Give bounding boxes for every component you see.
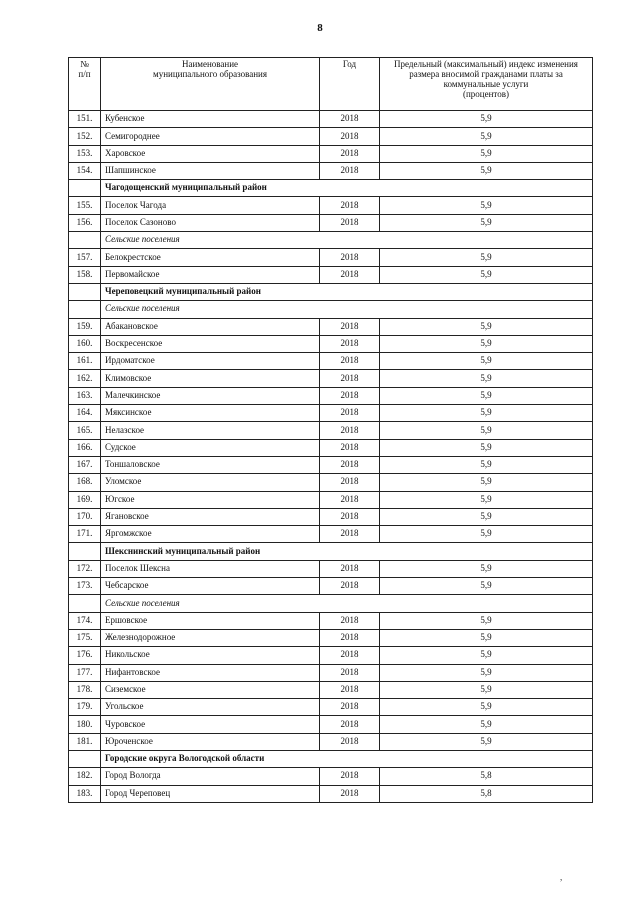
cell-year: 2018 xyxy=(320,491,380,508)
cell-index: 5,9 xyxy=(380,716,593,733)
cell-num: 178. xyxy=(69,681,101,698)
cell-num: 166. xyxy=(69,439,101,456)
cell-num: 182. xyxy=(69,768,101,785)
district-heading: Чагодощенский муниципальный район xyxy=(101,180,593,197)
cell-name: Югское xyxy=(101,491,320,508)
cell-year: 2018 xyxy=(320,733,380,750)
cell-year: 2018 xyxy=(320,370,380,387)
cell-num: 170. xyxy=(69,508,101,525)
cell-name: Тоншаловское xyxy=(101,456,320,473)
table-row xyxy=(69,456,593,473)
cell-num: 164. xyxy=(69,405,101,422)
cell-index: 5,9 xyxy=(380,560,593,577)
cell-index: 5,9 xyxy=(380,578,593,595)
cell-num: 171. xyxy=(69,526,101,543)
table-row xyxy=(69,370,593,387)
cell-num: 180. xyxy=(69,716,101,733)
cell-index: 5,9 xyxy=(380,508,593,525)
table-row xyxy=(69,578,593,595)
cell-num: 155. xyxy=(69,197,101,214)
subgroup-heading: Сельские поселения xyxy=(101,595,593,612)
cell-num: 167. xyxy=(69,456,101,473)
cell-num: 151. xyxy=(69,111,101,128)
cell-num: 172. xyxy=(69,560,101,577)
cell-num: 152. xyxy=(69,128,101,145)
cell-num: 181. xyxy=(69,733,101,750)
cell-name: Мяксинское xyxy=(101,405,320,422)
cell-name: Ершовское xyxy=(101,612,320,629)
district-heading-row xyxy=(69,750,593,767)
table-row xyxy=(69,716,593,733)
cell-num xyxy=(69,180,101,197)
table-row xyxy=(69,111,593,128)
cell-index: 5,8 xyxy=(380,768,593,785)
cell-year: 2018 xyxy=(320,578,380,595)
cell-name: Воскресенское xyxy=(101,335,320,352)
cell-name: Чуровское xyxy=(101,716,320,733)
table-row xyxy=(69,439,593,456)
cell-name: Поселок Шексна xyxy=(101,560,320,577)
district-heading: Городские округа Вологодской области xyxy=(101,750,593,767)
cell-num: 174. xyxy=(69,612,101,629)
cell-year: 2018 xyxy=(320,353,380,370)
cell-index: 5,9 xyxy=(380,612,593,629)
cell-name: Семигороднее xyxy=(101,128,320,145)
cell-year: 2018 xyxy=(320,318,380,335)
header-name xyxy=(101,58,320,111)
cell-year: 2018 xyxy=(320,456,380,473)
cell-index: 5,9 xyxy=(380,647,593,664)
cell-index: 5,9 xyxy=(380,266,593,283)
cell-num: 162. xyxy=(69,370,101,387)
cell-name: Белокрестское xyxy=(101,249,320,266)
cell-name: Чебсарское xyxy=(101,578,320,595)
cell-year: 2018 xyxy=(320,474,380,491)
cell-index: 5,9 xyxy=(380,456,593,473)
cell-index: 5,9 xyxy=(380,353,593,370)
cell-num: 176. xyxy=(69,647,101,664)
cell-name: Шапшинское xyxy=(101,162,320,179)
district-heading-row xyxy=(69,180,593,197)
cell-index: 5,9 xyxy=(380,249,593,266)
cell-num: 168. xyxy=(69,474,101,491)
cell-year: 2018 xyxy=(320,162,380,179)
cell-num: 183. xyxy=(69,785,101,802)
page-number: 8 xyxy=(317,22,323,34)
cell-name: Поселок Сазоново xyxy=(101,214,320,231)
table-row xyxy=(69,474,593,491)
subgroup-heading: Сельские поселения xyxy=(101,301,593,318)
table-row xyxy=(69,249,593,266)
cell-num xyxy=(69,232,101,249)
cell-num xyxy=(69,595,101,612)
table-row xyxy=(69,629,593,646)
table-row xyxy=(69,699,593,716)
table-row xyxy=(69,353,593,370)
district-heading: Шекснинский муниципальный район xyxy=(101,543,593,560)
cell-year: 2018 xyxy=(320,128,380,145)
cell-index: 5,9 xyxy=(380,699,593,716)
table-row xyxy=(69,733,593,750)
cell-year: 2018 xyxy=(320,508,380,525)
subgroup-heading-row xyxy=(69,232,593,249)
cell-num: 175. xyxy=(69,629,101,646)
cell-name: Юроченское xyxy=(101,733,320,750)
cell-year: 2018 xyxy=(320,768,380,785)
cell-index: 5,9 xyxy=(380,111,593,128)
table-row xyxy=(69,318,593,335)
cell-name: Абакановское xyxy=(101,318,320,335)
cell-index: 5,9 xyxy=(380,370,593,387)
cell-name: Поселок Чагода xyxy=(101,197,320,214)
cell-name: Ягановское xyxy=(101,508,320,525)
cell-index: 5,9 xyxy=(380,629,593,646)
cell-num: 157. xyxy=(69,249,101,266)
index-table xyxy=(68,57,593,803)
table-row xyxy=(69,681,593,698)
cell-year: 2018 xyxy=(320,647,380,664)
cell-num: 169. xyxy=(69,491,101,508)
cell-name: Яргомжское xyxy=(101,526,320,543)
cell-name: Климовское xyxy=(101,370,320,387)
table-body xyxy=(69,111,593,803)
cell-num: 173. xyxy=(69,578,101,595)
cell-index: 5,9 xyxy=(380,162,593,179)
district-heading-row xyxy=(69,543,593,560)
cell-num: 179. xyxy=(69,699,101,716)
subgroup-heading: Сельские поселения xyxy=(101,232,593,249)
cell-year: 2018 xyxy=(320,716,380,733)
cell-name: Малечкинское xyxy=(101,387,320,404)
cell-year: 2018 xyxy=(320,197,380,214)
cell-year: 2018 xyxy=(320,699,380,716)
cell-name: Харовское xyxy=(101,145,320,162)
header-num-text: № п/п xyxy=(78,59,91,79)
cell-year: 2018 xyxy=(320,612,380,629)
cell-num: 160. xyxy=(69,335,101,352)
table-row xyxy=(69,768,593,785)
cell-name: Кубенское xyxy=(101,111,320,128)
cell-num xyxy=(69,301,101,318)
cell-index: 5,9 xyxy=(380,491,593,508)
cell-name: Город Вологда xyxy=(101,768,320,785)
cell-num: 165. xyxy=(69,422,101,439)
cell-num xyxy=(69,750,101,767)
table-row xyxy=(69,335,593,352)
cell-year: 2018 xyxy=(320,266,380,283)
cell-num: 153. xyxy=(69,145,101,162)
cell-name: Железнодорожное xyxy=(101,629,320,646)
table-row xyxy=(69,266,593,283)
table-row xyxy=(69,422,593,439)
cell-index: 5,9 xyxy=(380,197,593,214)
table-row xyxy=(69,387,593,404)
table-row xyxy=(69,491,593,508)
cell-year: 2018 xyxy=(320,422,380,439)
cell-year: 2018 xyxy=(320,664,380,681)
cell-num: 163. xyxy=(69,387,101,404)
table-row xyxy=(69,162,593,179)
table-row xyxy=(69,214,593,231)
header-year xyxy=(320,58,380,111)
cell-index: 5,9 xyxy=(380,439,593,456)
cell-year: 2018 xyxy=(320,111,380,128)
cell-index: 5,9 xyxy=(380,733,593,750)
cell-year: 2018 xyxy=(320,335,380,352)
cell-num: 158. xyxy=(69,266,101,283)
scan-mark: , xyxy=(560,872,563,882)
cell-index: 5,9 xyxy=(380,681,593,698)
cell-index: 5,9 xyxy=(380,318,593,335)
cell-num: 161. xyxy=(69,353,101,370)
table-row xyxy=(69,560,593,577)
table-row xyxy=(69,145,593,162)
cell-index: 5,9 xyxy=(380,526,593,543)
cell-index: 5,9 xyxy=(380,474,593,491)
header-name-text: Наименование муниципального образования xyxy=(153,59,267,79)
cell-index: 5,9 xyxy=(380,145,593,162)
cell-num: 159. xyxy=(69,318,101,335)
cell-index: 5,9 xyxy=(380,335,593,352)
cell-num xyxy=(69,283,101,300)
cell-year: 2018 xyxy=(320,405,380,422)
cell-index: 5,9 xyxy=(380,405,593,422)
header-num xyxy=(69,58,101,111)
cell-index: 5,9 xyxy=(380,128,593,145)
table-row xyxy=(69,664,593,681)
cell-year: 2018 xyxy=(320,214,380,231)
table-row xyxy=(69,128,593,145)
cell-name: Первомайское xyxy=(101,266,320,283)
cell-year: 2018 xyxy=(320,629,380,646)
header-index-text: Предельный (максимальный) индекс изменения размера вносимой гражданами платы за коммунальные услуги (процентов) xyxy=(394,59,578,99)
cell-index: 5,9 xyxy=(380,664,593,681)
cell-year: 2018 xyxy=(320,560,380,577)
cell-num: 156. xyxy=(69,214,101,231)
cell-year: 2018 xyxy=(320,249,380,266)
table-row xyxy=(69,785,593,802)
table-row xyxy=(69,508,593,525)
cell-name: Уломское xyxy=(101,474,320,491)
cell-year: 2018 xyxy=(320,526,380,543)
cell-index: 5,9 xyxy=(380,387,593,404)
cell-name: Нелазское xyxy=(101,422,320,439)
table-row xyxy=(69,197,593,214)
cell-num xyxy=(69,543,101,560)
cell-index: 5,9 xyxy=(380,214,593,231)
cell-name: Судское xyxy=(101,439,320,456)
cell-year: 2018 xyxy=(320,145,380,162)
subgroup-heading-row xyxy=(69,301,593,318)
district-heading-row xyxy=(69,283,593,300)
cell-year: 2018 xyxy=(320,681,380,698)
table-row xyxy=(69,612,593,629)
cell-name: Никольское xyxy=(101,647,320,664)
cell-name: Угольское xyxy=(101,699,320,716)
cell-year: 2018 xyxy=(320,785,380,802)
cell-index: 5,9 xyxy=(380,422,593,439)
subgroup-heading-row xyxy=(69,595,593,612)
header-year-text: Год xyxy=(342,59,357,69)
table-row xyxy=(69,526,593,543)
cell-year: 2018 xyxy=(320,387,380,404)
cell-year: 2018 xyxy=(320,439,380,456)
cell-name: Сиземское xyxy=(101,681,320,698)
cell-name: Город Череповец xyxy=(101,785,320,802)
table-header xyxy=(69,58,593,111)
cell-name: Нифантовское xyxy=(101,664,320,681)
district-heading: Череповецкий муниципальный район xyxy=(101,283,593,300)
cell-index: 5,8 xyxy=(380,785,593,802)
cell-num: 177. xyxy=(69,664,101,681)
header-index xyxy=(380,58,593,111)
cell-name: Ирдоматское xyxy=(101,353,320,370)
table-row xyxy=(69,647,593,664)
cell-num: 154. xyxy=(69,162,101,179)
table-row xyxy=(69,405,593,422)
